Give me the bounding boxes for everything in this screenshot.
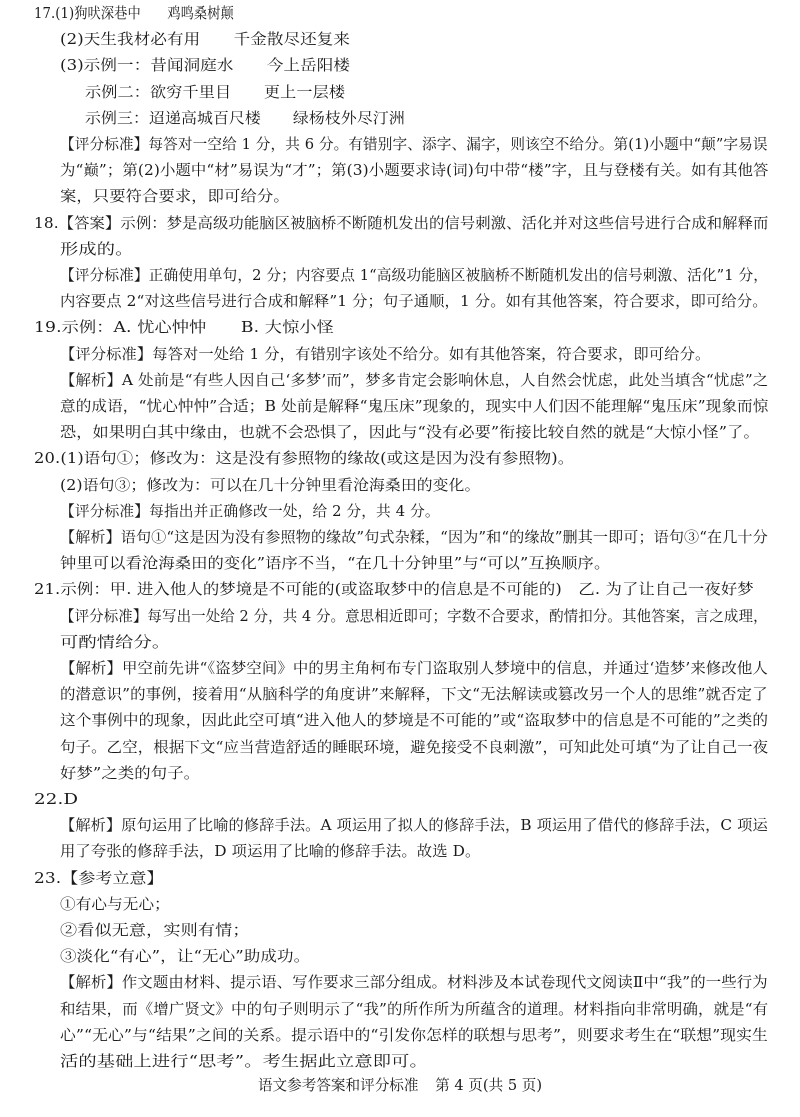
q18-grading-2: 内容要点 2“对这些信号进行合成和解释”1 分；句子通顺，1 分。如有其他答案，符合要求，即可给分。 — [60, 293, 768, 311]
q21-analysis-3: 这个事例中的现象，因此此空可填“进入他人的梦境是不可能的”或“盗取梦中的信息是不可能的”之类的 — [60, 712, 769, 730]
footer-doc-title: 语文参考答案和评分标准 — [257, 1077, 419, 1094]
q20-analysis-1: 【解析】语句①“这是因为没有参照物的缘故”句式杂糅，“因为”和“的缘故”删其一即可；语句③“在几十分 — [60, 529, 768, 546]
q21-grading-1: 【评分标准】每写出一处给 2 分，共 4 分。意思相近即可；字数不合要求，酌情扣分。其他答案，言之成理， — [60, 607, 768, 625]
q23-analysis-1: 【解析】作文题由材料、提示语、写作要求三部分组成。材料涉及本试卷现代文阅读Ⅱ中“我”的一些行为 — [60, 974, 768, 992]
q22-analysis-1: 【解析】原句运用了比喻的修辞手法。A 项运用了拟人的修辞手法，B 项运用了借代的修辞手法，C 项运 — [60, 817, 768, 835]
q19-grading: 【评分标准】每答对一处给 1 分，有错别字该处不给分。如有其他答案，符合要求，即可给分。 — [60, 345, 711, 363]
q18-answer-2: 形成的。 — [60, 240, 134, 258]
q17-grading-1: 【评分标准】每答对一空给 1 分，共 6 分。有错别字、添字、漏字，则该空不给分。第(1)小题中“颠”字易误 — [60, 136, 768, 153]
q20-analysis-2: 钟里可以看沧海桑田的变化”语序不当，“在几十分钟里”与“可以”互换顺序。 — [60, 555, 611, 573]
q17-line-2: (2)天生我材必有用 千金散尽还复来 — [60, 31, 351, 49]
q20-answer-2: (2)语句③；修改为：可以在几十分钟里看沧海桑田的变化。 — [60, 476, 481, 494]
q21-analysis-5: 好梦”之类的句子。 — [60, 764, 201, 782]
q23-analysis-3: 心”“无心”与“结果”之间的关系。提示语中的“引发你怎样的联想与思考”，则要求考生在“联想”现实生 — [60, 1026, 768, 1044]
q21-analysis-4: 句子。乙空，根据下文“应当营造舒适的睡眠环境，避免接受不良刺激”，可知此处可填“为了让自己一夜 — [60, 738, 769, 756]
q17-line-3: (3)示例一：昔闻洞庭水 今上岳阳楼 — [60, 57, 351, 75]
q23-theme-1: ①有心与无心； — [60, 895, 170, 913]
q17-line-1: 17.(1)狗吠深巷中 鸡鸣桑树颠 — [34, 5, 234, 22]
q17-line-4: 示例二：欲穷千里目 更上一层楼 — [85, 83, 346, 101]
q21-analysis-1: 【解析】甲空前先讲“《盗梦空间》中的男主角柯布专门盗取别人梦境中的信息，并通过‘造梦’来修改他人 — [60, 660, 768, 677]
q20-answer-1: 20.(1)语句①；修改为：这是没有参照物的缘故(或这是因为没有参照物)。 — [34, 450, 575, 468]
q22-analysis-2: 用了夸张的修辞手法，D 项运用了比喻的修辞手法。故选 D。 — [60, 843, 481, 861]
q18-grading-1: 【评分标准】正确使用单句，2 分；内容要点 1“高级功能脑区被脑桥不断随机发出的信号刺激、活化”1 分， — [60, 267, 769, 284]
q21-grading-2: 可酌情给分。 — [60, 633, 171, 651]
q18-answer-1: 18.【答案】示例：梦是高级功能脑区被脑桥不断随机发出的信号刺激、活化并对这些信号进行合成和解释而 — [34, 214, 769, 232]
q22-answer: 22.D — [34, 791, 79, 808]
q19-answer: 19.示例：A. 忧心忡忡 B. 大惊小怪 — [34, 319, 334, 337]
q19-analysis-1: 【解析】A 处前是“有些人因自己‘多梦’而”，梦多肯定会影响休息，人自然会忧虑，此处当填含“忧虑”之 — [60, 371, 769, 389]
q19-analysis-2: 意的成语，“忧心忡忡”合适；B 处前是解释“鬼压床”现象的，现实中人们因不能理解“鬼压床”现象而惊 — [60, 398, 769, 415]
q23-theme-2: ②看似无意，实则有情； — [60, 922, 250, 939]
q21-analysis-2: 的潜意识”的事例，接着用“从脑科学的角度讲”来解释，下文“无法解读或篡改另一个人的思维”就否定了 — [60, 686, 768, 704]
q20-grading: 【评分标准】每指出并正确修改一处，给 2 分，共 4 分。 — [60, 502, 440, 520]
q23-analysis-4: 活的基础上进行“思考”。考生据此立意即可。 — [60, 1053, 428, 1070]
q21-answer: 21.示例：甲. 进入他人的梦境是不可能的(或盗取梦中的信息是不可能的) 乙. 为了让自己一夜好梦 — [34, 581, 754, 599]
q23-heading: 23.【参考立意】 — [34, 869, 164, 887]
q17-grading-3: 案，只要符合要求，即可给分。 — [60, 188, 290, 206]
footer-page-number: 第 4 页(共 5 页) — [435, 1077, 543, 1094]
q17-line-5: 示例三：迢递高城百尺楼 绿杨枝外尽汀洲 — [85, 109, 405, 127]
q19-analysis-3: 恐，如果明白其中缘由，也就不会恐惧了，因此与“没有必要”衔接比较自然的就是“大惊小怪”了。 — [60, 424, 760, 442]
q23-theme-3: ③淡化“有心”，让“无心”助成功。 — [60, 948, 311, 966]
q17-grading-2: 为“巅”；第(2)小题中“材”易误为“才”；第(3)小题要求诗(词)句中带“楼”字，且与登楼有关。如有其他答 — [60, 162, 769, 180]
page-footer — [0, 1076, 800, 1096]
q23-analysis-2: 和结果，而《增广贤文》中的句子则明示了“我”的所作所为所蕴含的道理。材料指向非常明确，就是“有 — [60, 1000, 769, 1018]
